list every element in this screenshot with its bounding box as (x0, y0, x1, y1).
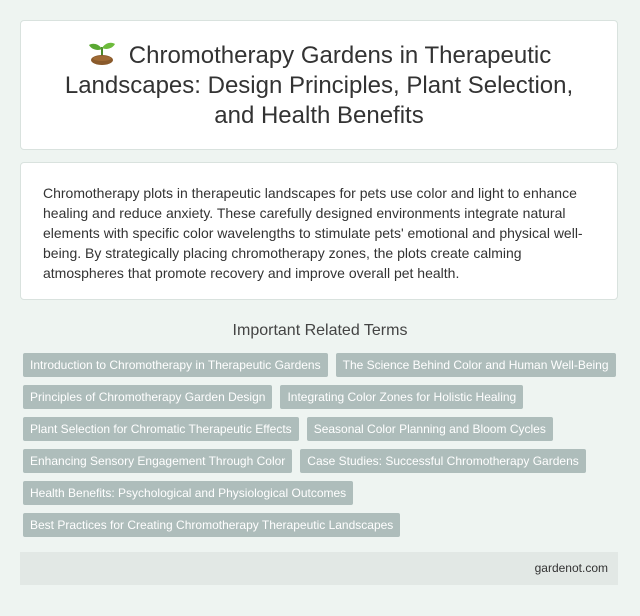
related-term-tag[interactable]: Integrating Color Zones for Holistic Healing (280, 385, 523, 409)
related-terms-list (23, 353, 623, 537)
page-title (45, 40, 593, 131)
related-terms-heading: Important Related Terms (232, 322, 408, 339)
description-text: Chromotherapy plots in therapeutic landscapes for pets use color and light to enhance healing and reduce anxiety. These carefully designed environments integrate natural elements with specific color wavelengths to stimulate pets' emotional and physical well-being. By strategically placing chromotherapy zones, the plots create calming atmospheres that promote recovery and improve overall pet health. (43, 185, 583, 281)
related-term-tag[interactable]: Enhancing Sensory Engagement Through Color (23, 449, 292, 473)
sprout-icon (87, 40, 117, 66)
related-term-tag[interactable]: Principles of Chromotherapy Garden Design (23, 385, 272, 409)
related-term-tag[interactable]: The Science Behind Color and Human Well-Being (336, 353, 616, 377)
related-term-tag[interactable]: Health Benefits: Psychological and Physiological Outcomes (23, 481, 353, 505)
footer (20, 552, 618, 585)
page-title-text: Chromotherapy Gardens in Therapeutic Landscapes: Design Principles, Plant Selection, and Health Benefits (64, 41, 574, 129)
title-card (20, 20, 618, 150)
description-card (20, 162, 618, 300)
related-term-tag[interactable]: Case Studies: Successful Chromotherapy Gardens (300, 449, 585, 473)
related-term-tag[interactable]: Plant Selection for Chromatic Therapeutic Effects (23, 417, 299, 441)
related-term-tag[interactable]: Best Practices for Creating Chromotherapy Therapeutic Landscapes (23, 513, 400, 537)
related-term-tag[interactable]: Seasonal Color Planning and Bloom Cycles (307, 417, 553, 441)
footer-site-link[interactable]: gardenot.com (534, 561, 608, 575)
related-term-tag[interactable]: Introduction to Chromotherapy in Therapeutic Gardens (23, 353, 328, 377)
